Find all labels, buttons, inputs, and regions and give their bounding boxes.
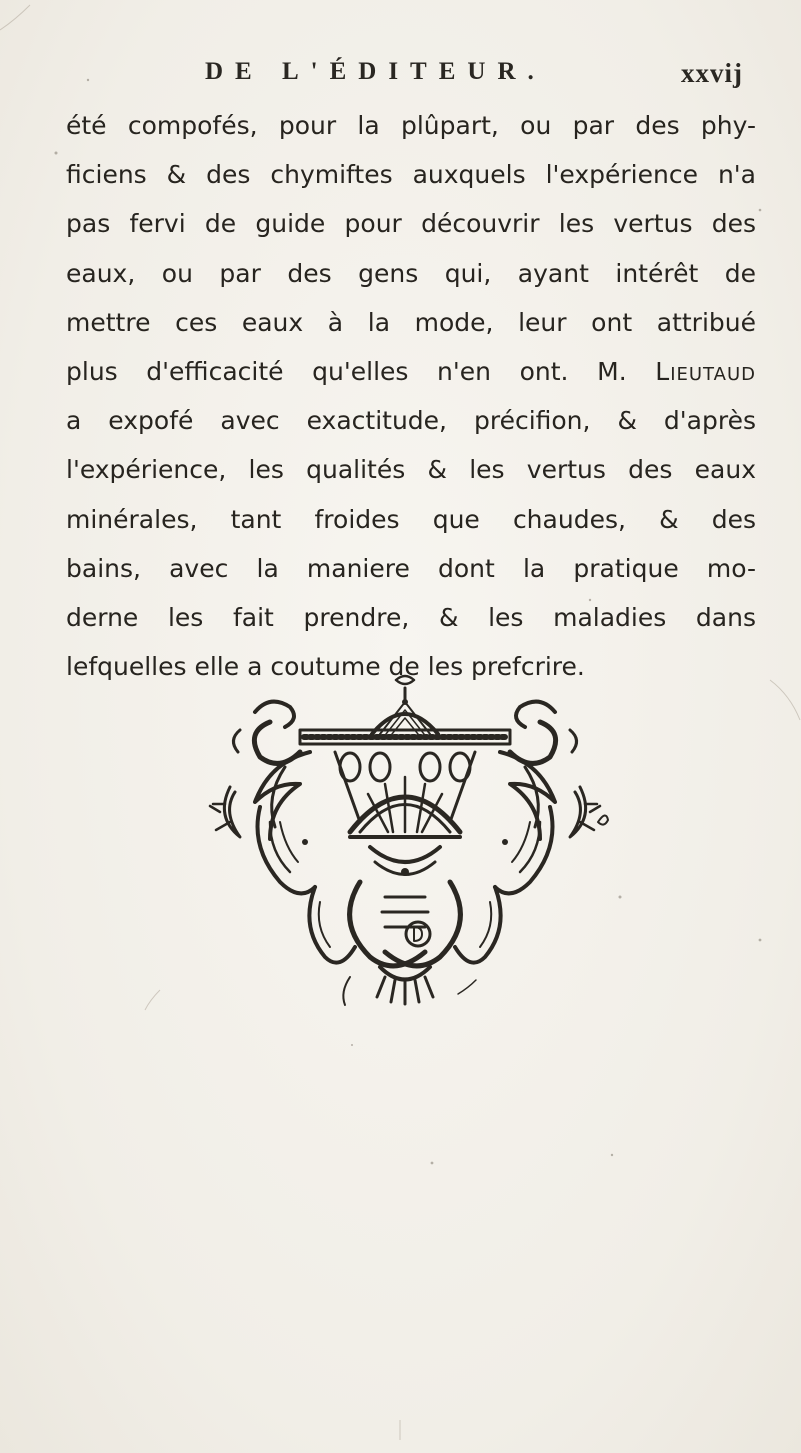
text-line-10: bains, avec la maniere dont la pratique mo- <box>66 553 756 583</box>
text-line-6 <box>66 347 756 396</box>
author-name: Lieutaud <box>655 356 756 386</box>
running-head <box>0 58 801 98</box>
text-line-4: eaux, ou par des gens qui, ayant intérêt de <box>66 258 756 288</box>
tailpiece-ornament <box>200 672 610 1008</box>
text-line-8: l'expérience, les qualités & les vertus des eaux <box>66 455 756 485</box>
text-line-6-lead: plus d'efficacité qu'elles n'en ont. M. <box>66 356 656 386</box>
text-line-12: lefquelles elle a coutume de les prefcrire. <box>66 652 585 682</box>
text-line-1: été compofés, pour la plûpart, ou par des phy- <box>66 111 756 140</box>
text-line-9: minérales, tant froides que chaudes, & des <box>66 504 756 534</box>
body-text <box>66 101 756 691</box>
text-line-11: derne les fait prendre, & les maladies dans <box>66 602 756 632</box>
text-line-2: ficiens & des chymiftes auxquels l'expérience n'a <box>66 160 756 190</box>
text-line-7: a expofé avec exactitude, précifion, & d'après <box>66 406 756 436</box>
running-title: DE L'ÉDITEUR. <box>205 58 546 85</box>
page-number: xxvij <box>681 58 743 88</box>
text-line-3: pas fervi de guide pour découvrir les vertus des <box>66 209 756 239</box>
text-line-5: mettre ces eaux à la mode, leur ont attribué <box>66 307 756 337</box>
